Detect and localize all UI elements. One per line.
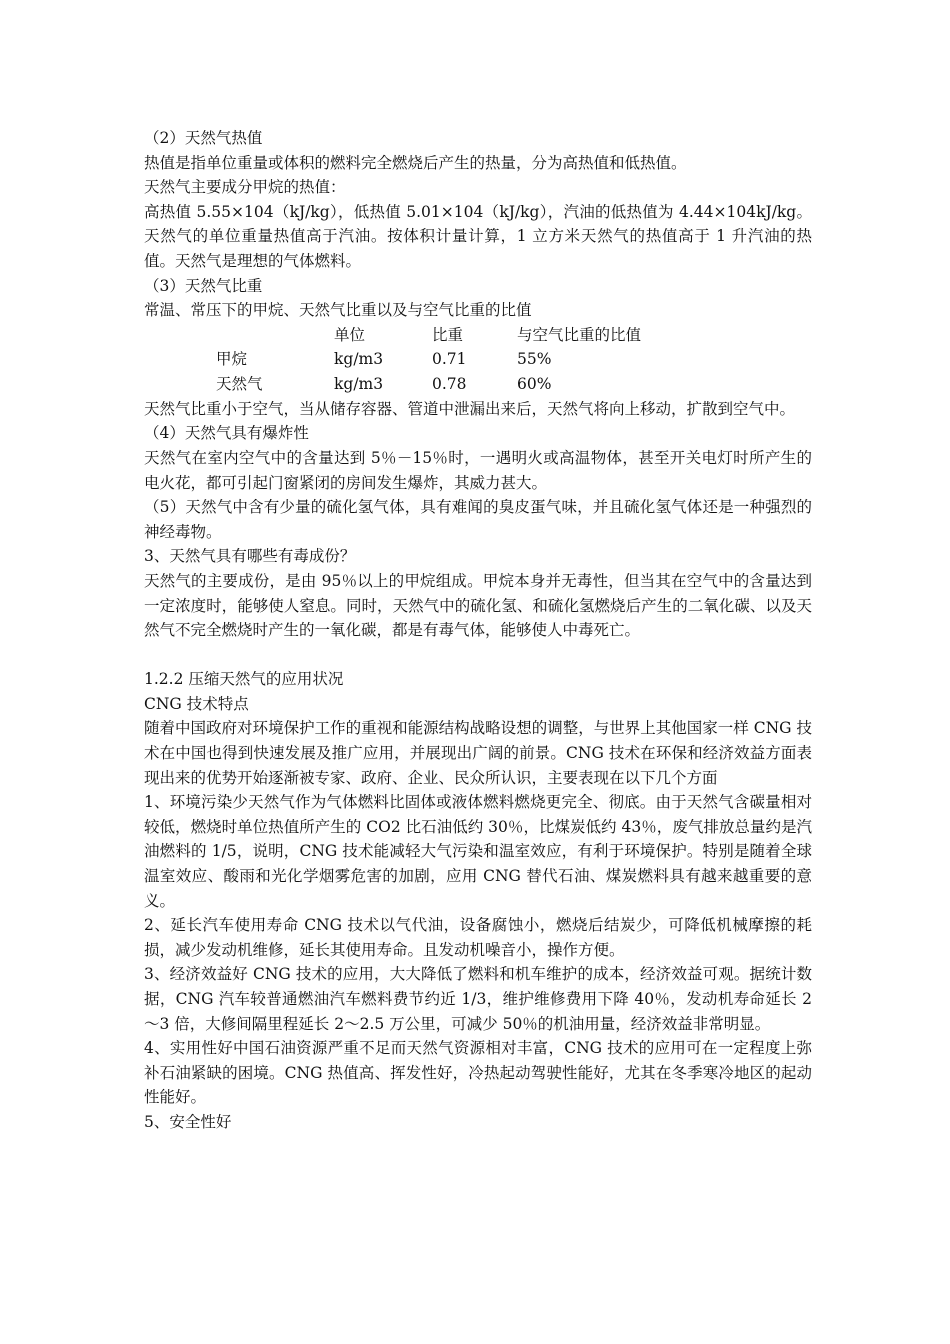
table-header-cell: 单位: [334, 325, 366, 344]
paragraph: 3、经济效益好 CNG 技术的应用，大大降低了燃料和机车维护的成本，经济效益可观。据统计数据，CNG 汽车较普通燃油汽车燃料费节约近 1/3，维护维修费用下降 40％，发动机寿命延长 2～3 倍，大修间隔里程延长 2～2.5 万公里，可减少 50％的机油用量，经济效益非常明显。: [144, 965, 812, 1033]
paragraph: 热值是指单位重量或体积的燃料完全燃烧后产生的热量，分为高热值和低热值。: [144, 153, 687, 172]
heading-explosive: （4）天然气具有爆炸性: [144, 424, 309, 443]
paragraph: 天然气比重小于空气，当从储存容器、管道中泄漏出来后，天然气将向上移动，扩散到空气中。: [144, 399, 796, 418]
table-cell: 0.71: [432, 350, 467, 369]
table-cell: 天然气: [216, 374, 263, 393]
paragraph: 天然气主要成分甲烷的热值：: [144, 178, 346, 197]
paragraph: 1、环境污染少天然气作为气体燃料比固体或液体燃料燃烧更完全、彻底。由于天然气含碳量相对较低，燃烧时单位热值所产生的 CO2 比石油低约 30％，比煤炭低约 43％，废气排放总量约是汽油燃料的 1/5，说明，CNG 技术能减轻大气污染和温室效应，有利于环境保护。特别是随着全球温室效应、酸雨和光化学烟雾危害的加剧，应用 CNG 替代石油、煤炭燃料具有越来越重要的意义。: [144, 793, 812, 910]
paragraph: 2、延长汽车使用寿命 CNG 技术以气代油，设备腐蚀小，燃烧后结炭少，可降低机械摩擦的耗损，减少发动机维修，延长其使用寿命。且发动机噪音小，操作方便。: [144, 916, 812, 959]
gravity-table: [144, 323, 812, 397]
table-cell: 甲烷: [216, 350, 248, 369]
heading-toxic-components: 3、天然气具有哪些有毒成份？: [144, 547, 356, 566]
table-cell: kg/m3: [334, 374, 384, 393]
paragraph: 随着中国政府对环境保护工作的重视和能源结构战略设想的调整，与世界上其他国家一样 CNG 技术在中国也得到快速发展及推广应用，并展现出广阔的前景。CNG 技术在环保和经济效益方面表现出来的优势开始逐渐被专家、政府、企业、民众所认识，主要表现在以下几个方面: [144, 719, 812, 787]
table-cell: kg/m3: [334, 350, 384, 369]
blank-line: [144, 643, 812, 668]
paragraph: 4、实用性好中国石油资源严重不足而天然气资源相对丰富，CNG 技术的应用可在一定程度上弥补石油紧缺的困境。CNG 热值高、挥发性好，冷热起动驾驶性能好，尤其在冬季寒冷地区的起动性能好。: [144, 1039, 812, 1107]
table-header-cell: 与空气比重的比值: [517, 325, 642, 344]
table-header-cell: 比重: [432, 325, 464, 344]
table-row: [144, 372, 812, 397]
section-heading: 1.2.2 压缩天然气的应用状况: [144, 670, 344, 689]
table-cell: 0.78: [432, 374, 467, 393]
table-cell: 55%: [517, 350, 552, 369]
table-cell: 60%: [517, 374, 552, 393]
paragraph: 天然气的主要成份，是由 95％以上的甲烷组成。甲烷本身并无毒性，但当其在空气中的含量达到一定浓度时，能够使人窒息。同时，天然气中的硫化氢、和硫化氢燃烧后产生的二氧化碳、以及天然气不完全燃烧时产生的一氧化碳，都是有毒气体，能够使人中毒死亡。: [144, 571, 812, 640]
document-body: [144, 126, 812, 1135]
heading-specific-gravity: （3）天然气比重: [144, 276, 263, 295]
table-header-row: [144, 323, 812, 348]
table-row: [144, 347, 812, 372]
table-caption: 常温、常压下的甲烷、天然气比重以及与空气比重的比值: [144, 301, 532, 320]
paragraph: 高热值 5.55×104（kJ/kg），低热值 5.01×104（kJ/kg），汽油的低热值为 4.44×104kJ/kg。天然气的单位重量热值高于汽油。按体积计量计算，1 立方米天然气的热值高于 1 升汽油的热值。天然气是理想的气体燃料。: [144, 202, 812, 270]
heading-heat-value: （2）天然气热值: [144, 129, 263, 147]
paragraph: 5、安全性好: [144, 1112, 232, 1131]
paragraph: 天然气在室内空气中的含量达到 5％－15％时，一遇明火或高温物体，甚至开关电灯时所产生的电火花，都可引起门窗紧闭的房间发生爆炸，其威力甚大。: [144, 448, 812, 492]
subsection-heading: CNG 技术特点: [144, 694, 249, 713]
paragraph: （5）天然气中含有少量的硫化氢气体，具有难闻的臭皮蛋气味，并且硫化氢气体还是一种强烈的神经毒物。: [144, 498, 812, 541]
